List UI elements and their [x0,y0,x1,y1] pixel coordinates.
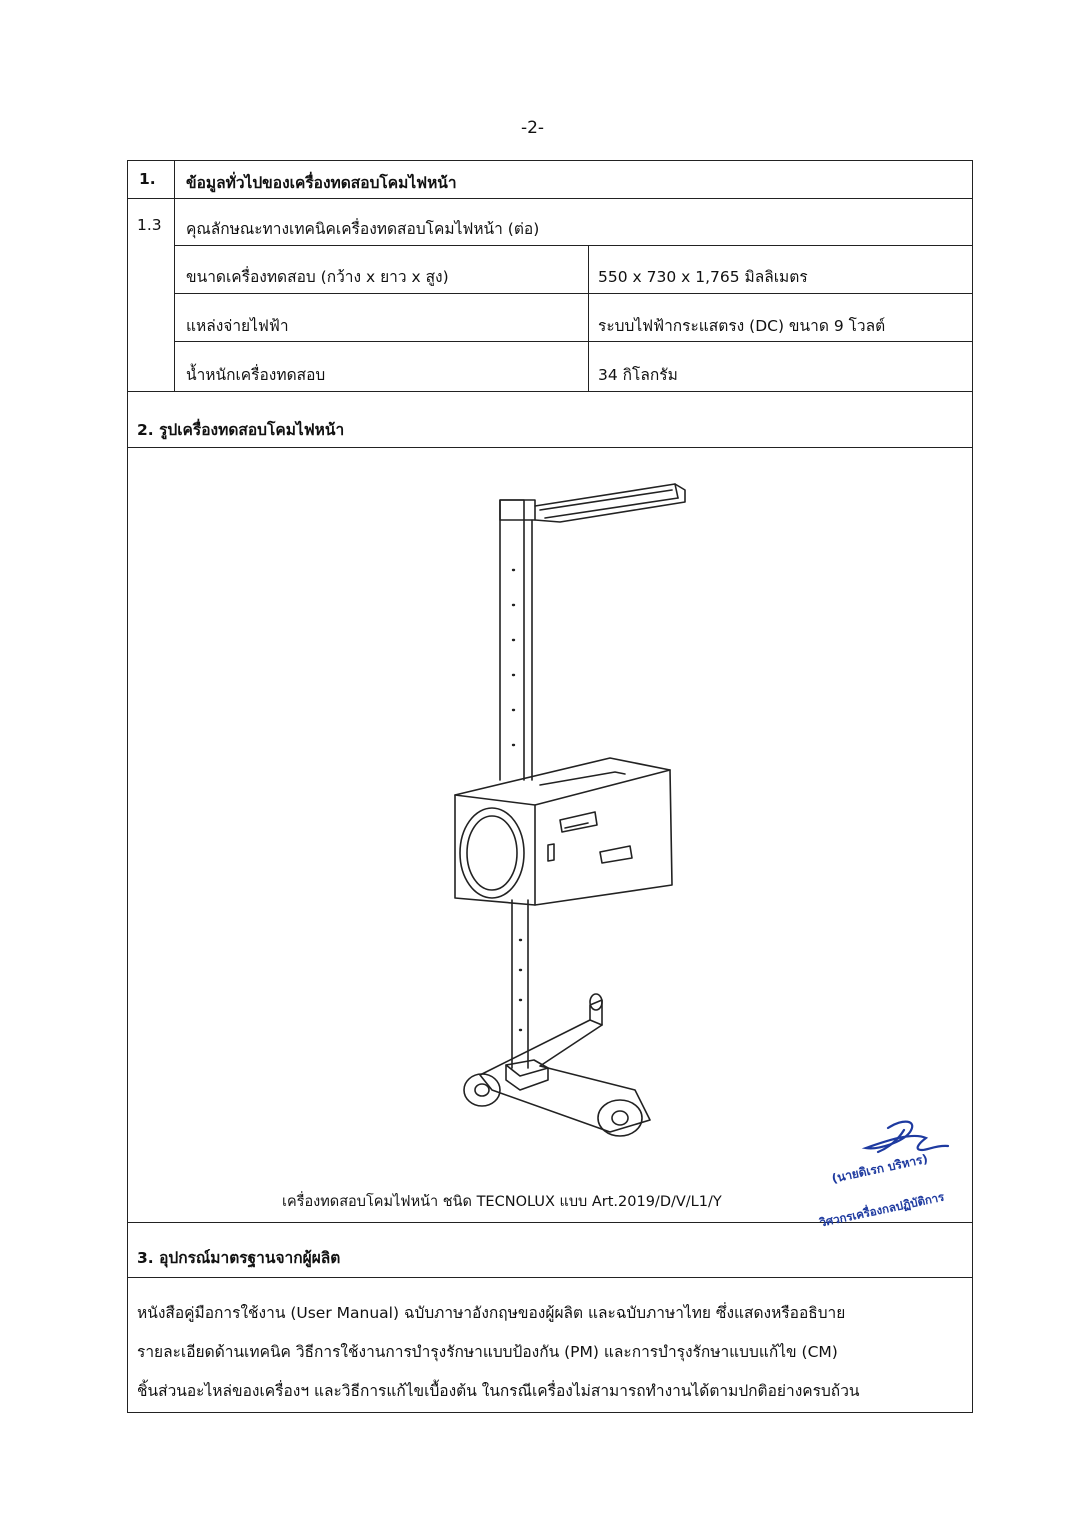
row-divider [128,1277,972,1278]
spec-value-weight: 34 กิโลกรัม [598,366,678,384]
signature-name: (นายดิเรก บริหาร) [830,1151,930,1186]
row-divider [128,447,972,448]
row-divider [128,198,972,199]
spec-label-power: แหล่งจ่ายไฟฟ้า [186,317,289,335]
spec-label-dimensions: ขนาดเครื่องทดสอบ (กว้าง x ยาว x สูง) [186,268,449,286]
spec-value-power: ระบบไฟฟ้ากระแสตรง (DC) ขนาด 9 โวลต์ [598,317,886,335]
section1-sub-number: 1.3 [137,216,162,234]
section2-title: 2. รูปเครื่องทดสอบโคมไฟหน้า [137,421,345,439]
spec-value-dimensions: 550 x 730 x 1,765 มิลลิเมตร [598,268,808,286]
section3-title: 3. อุปกรณ์มาตรฐานจากผู้ผลิต [137,1249,341,1267]
row-divider [174,341,972,342]
row-divider [174,245,972,246]
page-number: -2- [520,118,545,138]
headlight-tester-drawing [440,480,690,1160]
spec-label-weight: น้ำหนักเครื่องทดสอบ [186,366,326,384]
figure-caption: เครื่องทดสอบโคมไฟหน้า ชนิด TECNOLUX แบบ Art.2019/D/V/L1/Y [282,1194,722,1210]
row-divider [174,293,972,294]
paragraph-line: ชิ้นส่วนอะไหล่ของเครื่องฯ และวิธีการแก้ไขเบื้องต้น ในกรณีเครื่องไม่สามารถทำงานได้ตามปกติอย่างครบถ้วน [137,1382,860,1400]
signature-title: วิศวกรเครื่องกลปฏิบัติการ [818,1189,946,1230]
section1-number: 1. [139,170,156,188]
row-divider [128,391,972,392]
paragraph-line: รายละเอียดด้านเทคนิค วิธีการใช้งานการบำรุงรักษาแบบป้องกัน (PM) และการบำรุงรักษาแบบแก้ไข (CM) [137,1343,838,1361]
section1-sub-title: คุณลักษณะทางเทคนิคเครื่องทดสอบโคมไฟหน้า (ต่อ) [186,220,540,238]
column-divider [174,161,175,391]
paragraph-line: หนังสือคู่มือการใช้งาน (User Manual) ฉบับภาษาอังกฤษของผู้ผลิต และฉบับภาษาไทย ซึ่งแสดงหรืออธิบาย [137,1304,846,1322]
section1-title: ข้อมูลทั่วไปของเครื่องทดสอบโคมไฟหน้า [186,174,457,192]
column-divider [588,245,589,391]
